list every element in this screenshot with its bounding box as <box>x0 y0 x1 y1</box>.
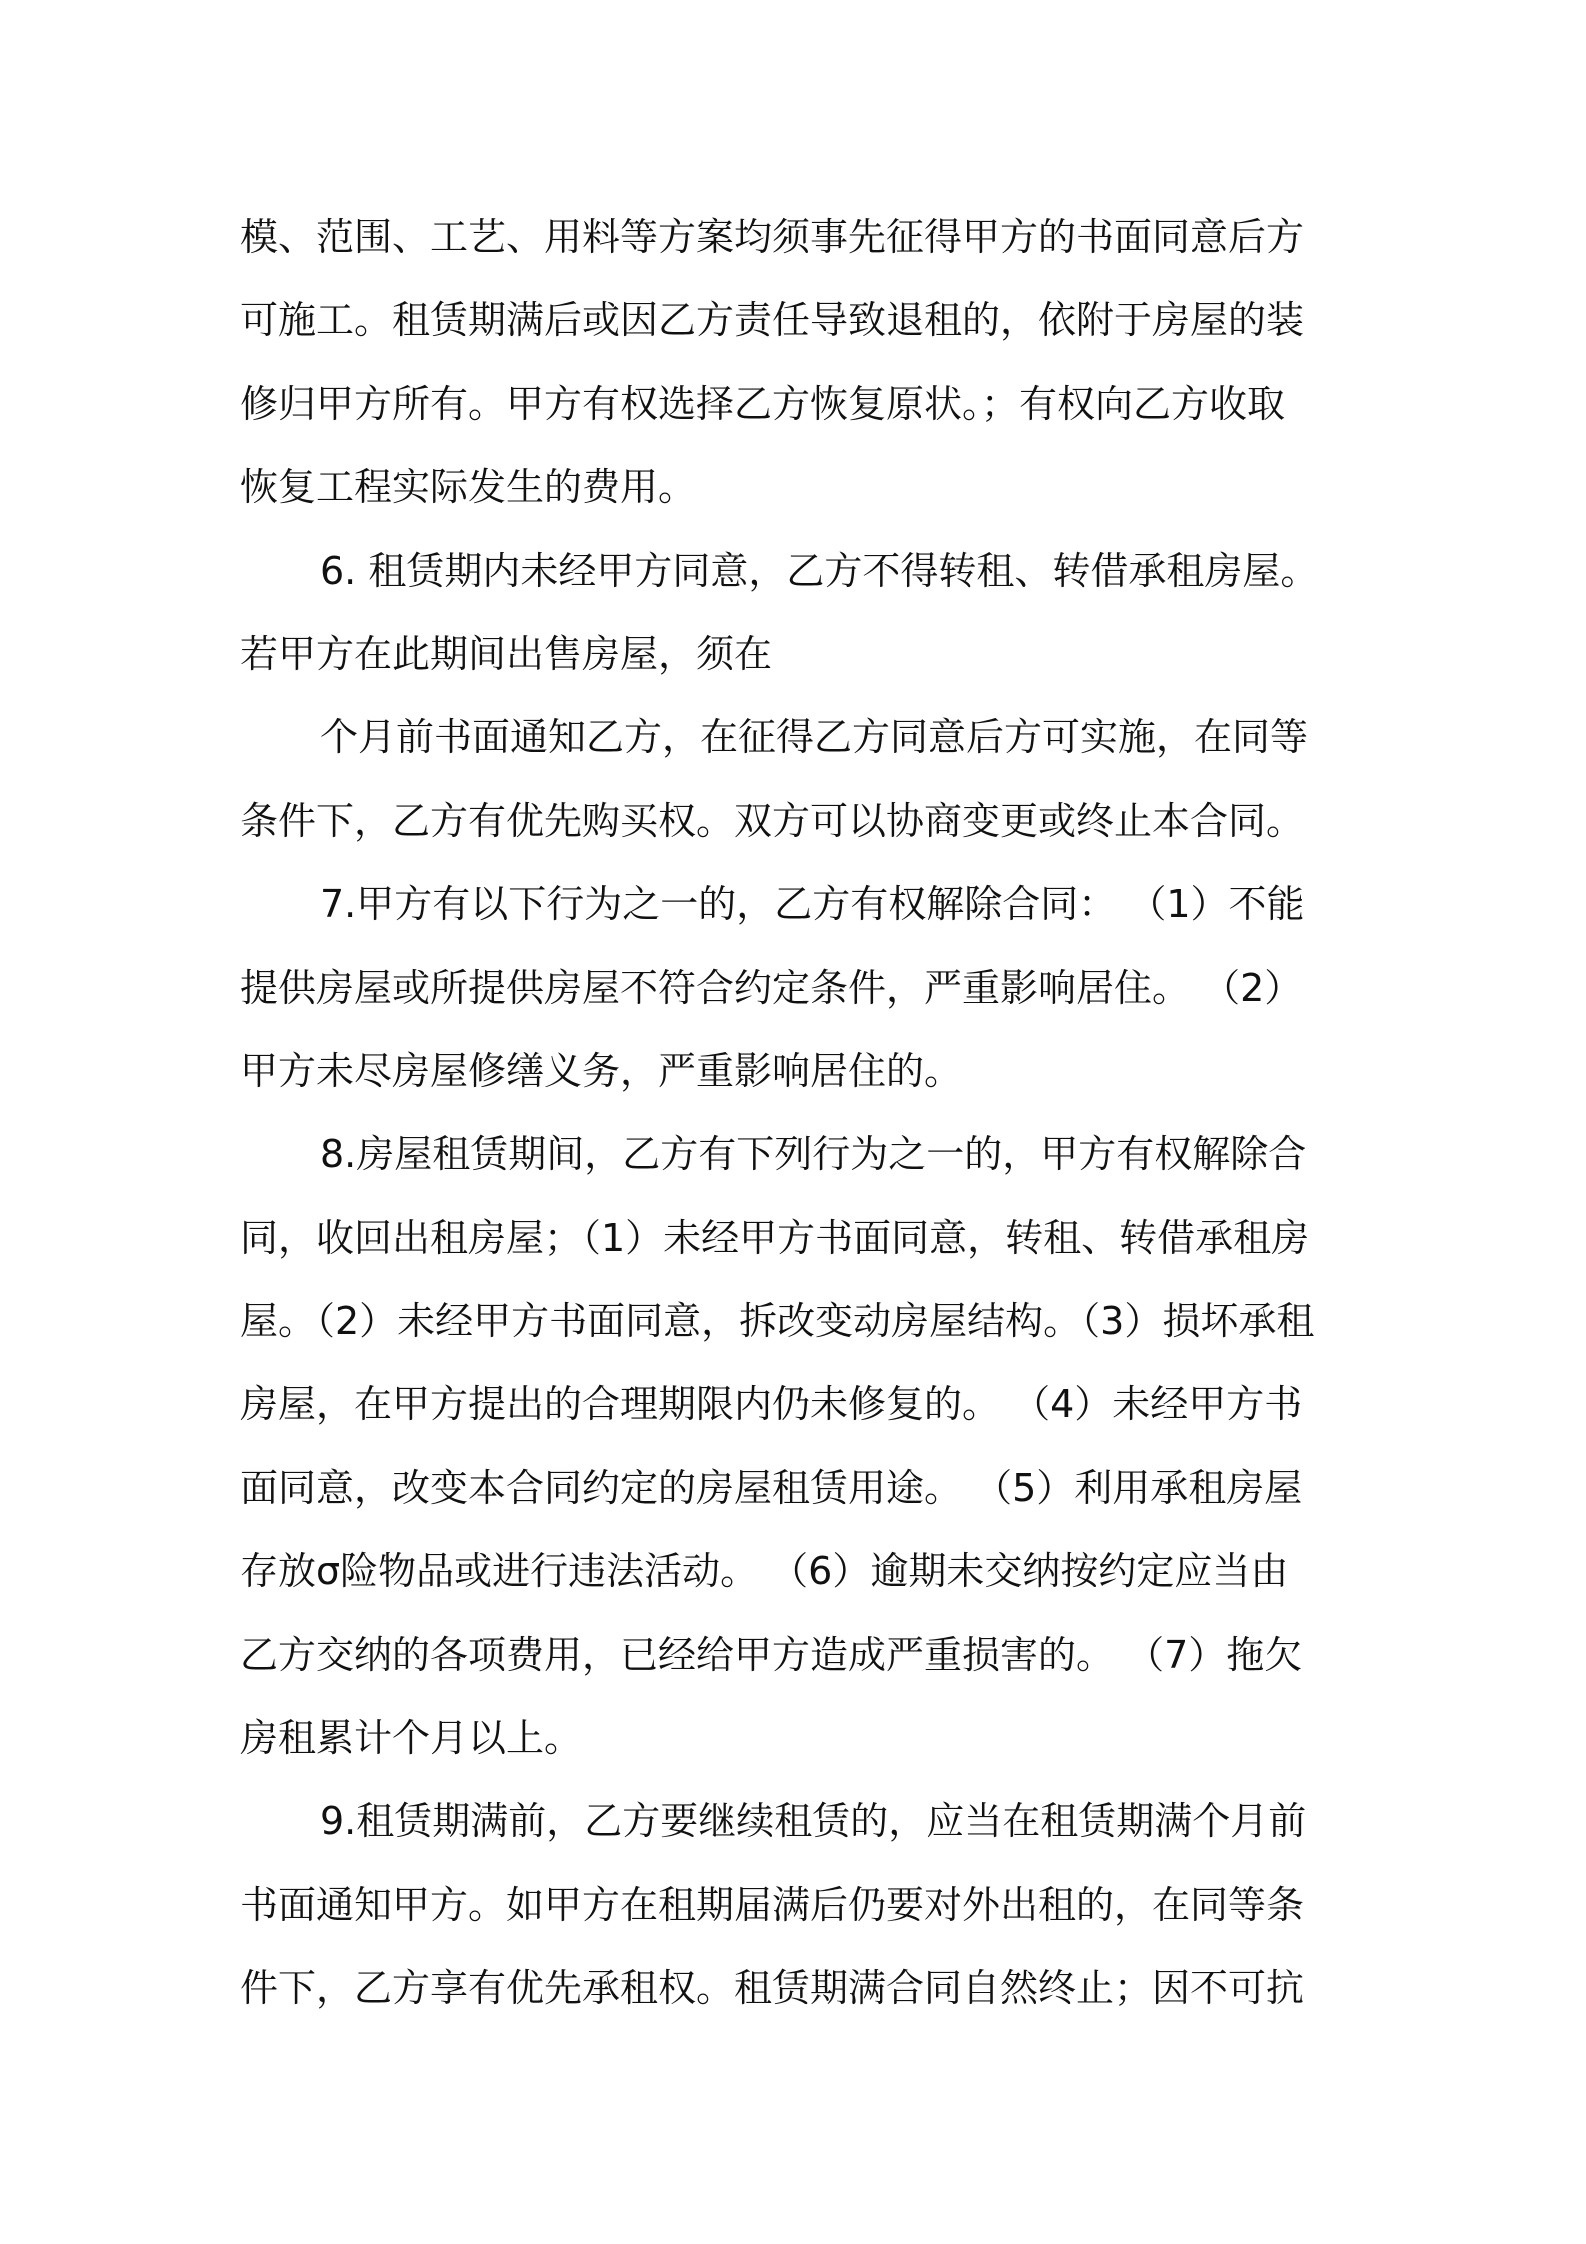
text-line: 可施工。租赁期满后或因乙方责任导致退租的，依附于房屋的装 <box>240 298 1305 343</box>
text-line: 同，收回出租房屋；（1）未经甲方书面同意，转租、转借承租房 <box>240 1215 1310 1260</box>
text-line: 个月前书面通知乙方，在征得乙方同意后方可实施，在同等 <box>320 715 1309 760</box>
text-line: 屋。（2）未经甲方书面同意，拆改变动房屋结构。（3）损坏承租 <box>240 1299 1315 1344</box>
text-line: 乙方交纳的各项费用，已经给甲方造成严重损害的。 （7）拖欠 <box>240 1632 1303 1677</box>
text-line: 甲方未尽房屋修缮义务，严重影响居住的。 <box>240 1048 963 1093</box>
text-line: 条件下，乙方有优先购买权。双方可以协商变更或终止本合同。 <box>240 798 1305 843</box>
clause-6-first-line: 6. 租赁期内未经甲方同意，乙方不得转租、转借承租房屋。 <box>320 548 1319 593</box>
text-line: 模、范围、工艺、用料等方案均须事先征得甲方的书面同意后方 <box>240 215 1305 259</box>
text-line: 恢复工程实际发生的费用。 <box>240 465 697 510</box>
clause-9-first-line: 9.租赁期满前，乙方要继续租赁的，应当在租赁期满个月前 <box>320 1799 1307 1844</box>
text-line: 书面通知甲方。如甲方在租期届满后仍要对外出租的，在同等条 <box>240 1882 1305 1927</box>
text-line: 修归甲方所有。甲方有权选择乙方恢复原状。；有权向乙方收取 <box>240 381 1286 426</box>
text-line: 提供房屋或所提供房屋不符合约定条件，严重影响居住。 （2） <box>240 965 1303 1010</box>
text-line: 面同意，改变本合同约定的房屋租赁用途。 （5）利用承租房屋 <box>240 1465 1303 1510</box>
clause-8-first-line: 8.房屋租赁期间，乙方有下列行为之一的，甲方有权解除合 <box>320 1132 1307 1177</box>
contract-text <box>240 196 1360 2031</box>
text-line: 件下，乙方享有优先承租权。租赁期满合同自然终止；因不可抗 <box>240 1966 1305 2011</box>
text-line: 若甲方在此期间出售房屋，须在 <box>240 631 773 676</box>
text-line: 房屋，在甲方提出的合理期限内仍未修复的。 （4）未经甲方书 <box>240 1382 1303 1427</box>
text-line: 存放σ险物品或进行违法活动。 （6）逾期未交纳按约定应当由 <box>240 1549 1289 1594</box>
clause-7-first-line: 7.甲方有以下行为之一的，乙方有权解除合同： （1）不能 <box>320 882 1305 927</box>
text-line: 房租累计个月以上。 <box>240 1716 583 1761</box>
